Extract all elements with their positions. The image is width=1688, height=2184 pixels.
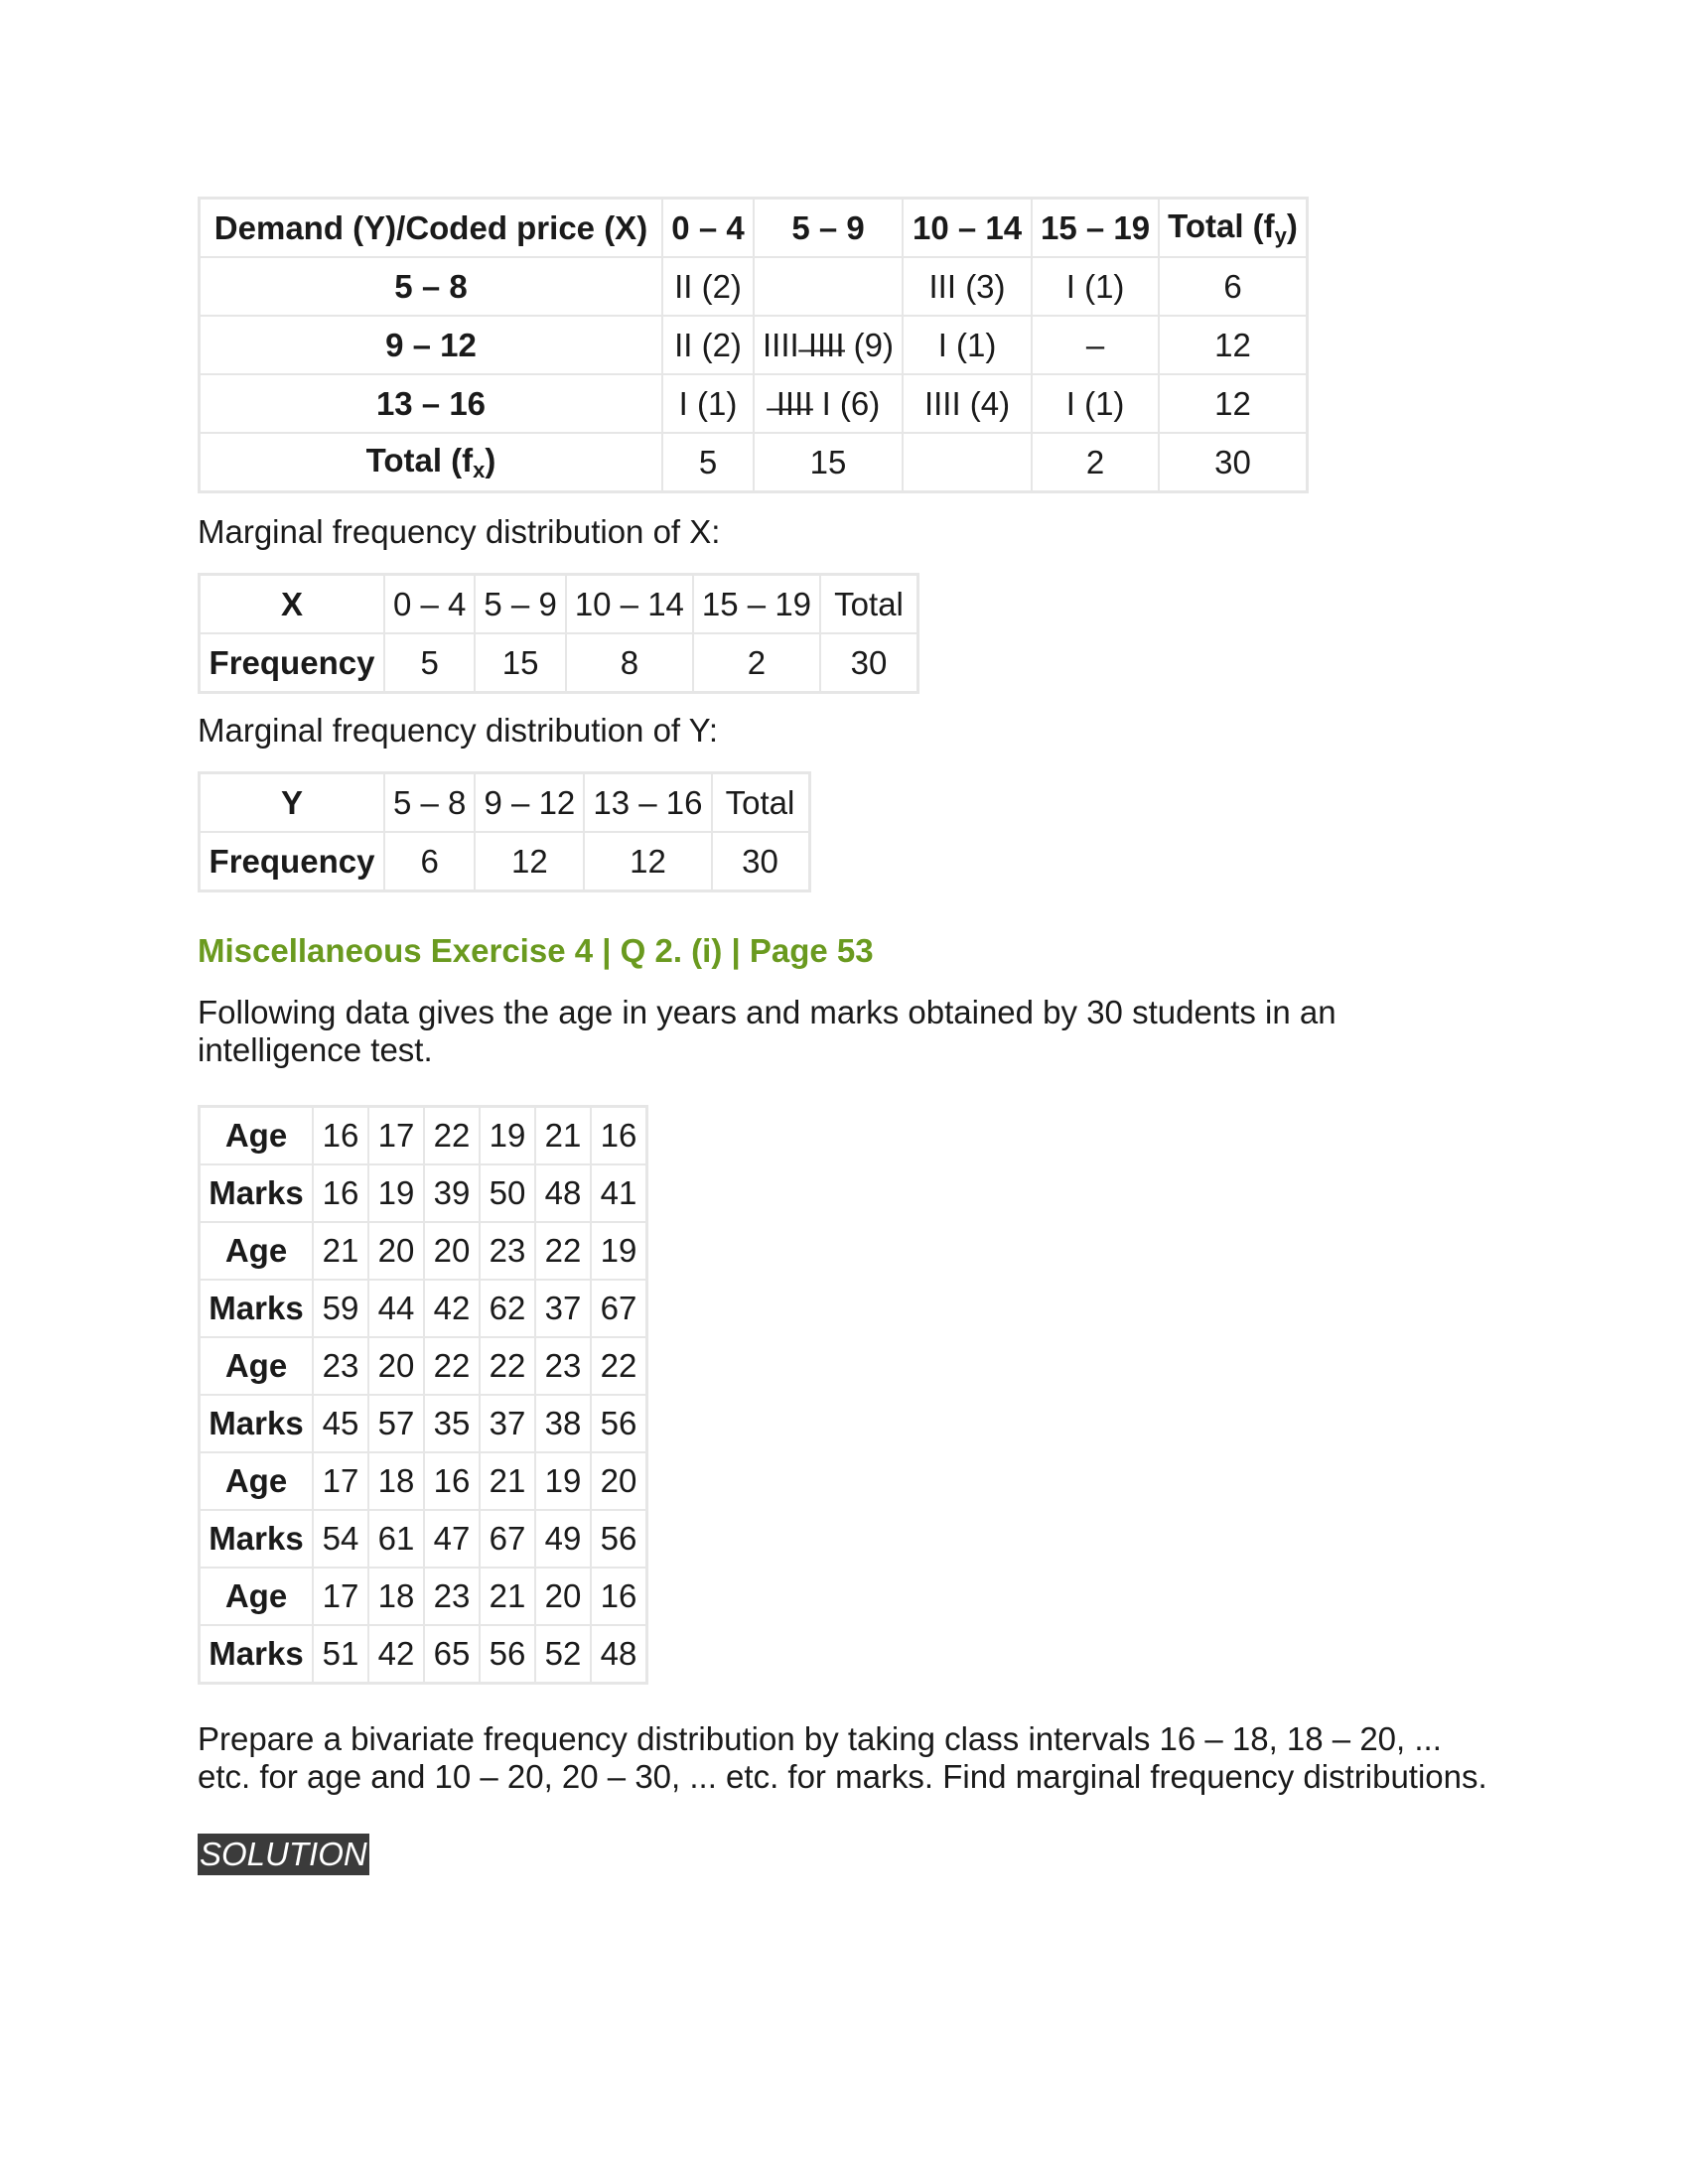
table-cell: 19 — [591, 1222, 647, 1280]
solution-button[interactable]: SOLUTION — [198, 1834, 369, 1875]
table-cell: 51 — [313, 1625, 368, 1684]
table-cell: 21 — [480, 1452, 535, 1510]
table-cell: Total — [820, 575, 918, 634]
table-cell: 42 — [368, 1625, 424, 1684]
table-header-row — [200, 199, 1308, 258]
table-cell: 21 — [535, 1107, 591, 1165]
table-row — [200, 1395, 647, 1452]
table-cell: II (2) — [662, 316, 754, 374]
table-cell: I (1) — [903, 316, 1032, 374]
table-cell: 6 — [384, 832, 475, 891]
table-cell: 12 — [1159, 316, 1307, 374]
table-cell: 12 — [1159, 374, 1307, 433]
table-cell: 5 – 8 — [384, 773, 475, 833]
table-cell: 56 — [591, 1395, 647, 1452]
table-row — [200, 1452, 647, 1510]
exercise-heading: Miscellaneous Exercise 4 | Q 2. (i) | Page 53 — [198, 932, 874, 969]
table-cell: II (2) — [662, 257, 754, 316]
row-label: Marks — [200, 1280, 314, 1337]
marginal-x-table — [198, 573, 919, 694]
table-row — [200, 773, 810, 833]
table-cell: 21 — [480, 1568, 535, 1625]
table-cell: I (1) — [1032, 257, 1159, 316]
table-cell: ̶I̶I̶I̶I I (6) — [754, 374, 903, 433]
row-label: 5 – 8 — [200, 257, 663, 316]
table-cell: 67 — [591, 1280, 647, 1337]
table-cell: 38 — [535, 1395, 591, 1452]
table-cell: 62 — [480, 1280, 535, 1337]
table-cell: 54 — [313, 1510, 368, 1568]
table-cell: 37 — [535, 1280, 591, 1337]
header-cell-total — [1159, 199, 1307, 258]
table-row — [200, 1568, 647, 1625]
table-cell: 5 — [384, 633, 475, 693]
bivariate-table — [198, 197, 1309, 493]
table-cell: 56 — [480, 1625, 535, 1684]
table-cell: 37 — [480, 1395, 535, 1452]
row-label: Marks — [200, 1510, 314, 1568]
table-cell: 19 — [535, 1452, 591, 1510]
total-text: Total (f — [1168, 206, 1275, 244]
table-cell: 67 — [480, 1510, 535, 1568]
age-marks-table-body — [200, 1107, 647, 1684]
table-row — [200, 1222, 647, 1280]
table-cell: 23 — [535, 1337, 591, 1395]
table-cell: 20 — [591, 1452, 647, 1510]
table-cell: 39 — [424, 1164, 480, 1222]
row-label: 9 – 12 — [200, 316, 663, 374]
row-label: Y — [200, 773, 385, 833]
row-label: Marks — [200, 1395, 314, 1452]
header-cell: 15 – 19 — [1032, 199, 1159, 258]
table-cell: 30 — [1159, 433, 1307, 492]
table-cell: 16 — [313, 1164, 368, 1222]
table-cell: 0 – 4 — [384, 575, 475, 634]
table-cell: 16 — [591, 1107, 647, 1165]
table-cell: 18 — [368, 1452, 424, 1510]
table-cell: 21 — [313, 1222, 368, 1280]
table-row — [200, 633, 918, 693]
table-row — [200, 257, 1308, 316]
table-cell: 49 — [535, 1510, 591, 1568]
table-cell: 15 — [475, 633, 565, 693]
table-cell: 16 — [424, 1452, 480, 1510]
row-label: Age — [200, 1568, 314, 1625]
table-cell: 23 — [313, 1337, 368, 1395]
table-cell: 48 — [591, 1625, 647, 1684]
table-row — [200, 1625, 647, 1684]
document-page — [198, 197, 1488, 1875]
table-cell: 20 — [368, 1222, 424, 1280]
total-text: Total (f — [365, 441, 474, 478]
table-cell: 20 — [368, 1337, 424, 1395]
table-cell: 2 — [1032, 433, 1159, 492]
table-row — [200, 1107, 647, 1165]
table-row — [200, 316, 1308, 374]
row-label: 13 – 16 — [200, 374, 663, 433]
row-label: Frequency — [200, 633, 385, 693]
table-cell: IIII ̶I̶I̶I̶I (9) — [754, 316, 903, 374]
header-cell: 0 – 4 — [662, 199, 754, 258]
table-cell: 2 — [693, 633, 820, 693]
question-text: Following data gives the age in years and marks obtained by 30 students in an intelligence test. — [198, 994, 1336, 1068]
table-cell: 61 — [368, 1510, 424, 1568]
table-cell: 30 — [820, 633, 918, 693]
age-marks-table — [198, 1105, 648, 1685]
row-label: Age — [200, 1222, 314, 1280]
table-cell: 30 — [712, 832, 810, 891]
table-cell: 22 — [535, 1222, 591, 1280]
table-cell: 22 — [424, 1337, 480, 1395]
marginal-x-label: Marginal frequency distribution of X: — [198, 513, 721, 550]
table-cell: 22 — [480, 1337, 535, 1395]
table-cell: 20 — [535, 1568, 591, 1625]
table-cell: 42 — [424, 1280, 480, 1337]
header-cell: 10 – 14 — [903, 199, 1032, 258]
table-cell: 16 — [591, 1568, 647, 1625]
table-cell: 15 — [754, 433, 903, 492]
table-cell — [903, 433, 1032, 492]
table-cell: 12 — [584, 832, 711, 891]
table-cell: Total — [712, 773, 810, 833]
solution-wrapper — [198, 1834, 1488, 1875]
marginal-y-table — [198, 771, 811, 892]
table-cell: 57 — [368, 1395, 424, 1452]
table-cell: 23 — [480, 1222, 535, 1280]
table-cell: 50 — [480, 1164, 535, 1222]
table-cell: 16 — [313, 1107, 368, 1165]
table-cell: 17 — [313, 1568, 368, 1625]
table-cell: 48 — [535, 1164, 591, 1222]
table-cell: 35 — [424, 1395, 480, 1452]
row-label: Age — [200, 1107, 314, 1165]
table-cell: 44 — [368, 1280, 424, 1337]
table-row — [200, 832, 810, 891]
table-cell: 5 – 9 — [475, 575, 565, 634]
table-cell: 17 — [368, 1107, 424, 1165]
table-cell: 65 — [424, 1625, 480, 1684]
table-cell: 19 — [480, 1107, 535, 1165]
table-cell: III (3) — [903, 257, 1032, 316]
header-cell: Demand (Y)/Coded price (X) — [200, 199, 663, 258]
table-cell: 41 — [591, 1164, 647, 1222]
table-cell: 5 — [662, 433, 754, 492]
table-cell: 19 — [368, 1164, 424, 1222]
row-label: Age — [200, 1452, 314, 1510]
total-subscript: y — [1274, 222, 1287, 248]
table-cell: 45 — [313, 1395, 368, 1452]
table-cell: 52 — [535, 1625, 591, 1684]
table-cell — [754, 257, 903, 316]
row-label: Frequency — [200, 832, 385, 891]
table-row — [200, 575, 918, 634]
total-text-end: ) — [485, 441, 496, 478]
table-row — [200, 1280, 647, 1337]
table-cell: 20 — [424, 1222, 480, 1280]
table-cell: 8 — [566, 633, 693, 693]
table-cell: IIII (4) — [903, 374, 1032, 433]
instruction-text: Prepare a bivariate frequency distribution by taking class intervals 16 – 18, 18 – 20, ... etc. for age and 10 – 20, 20 – 30, ... etc. for marks. Find marginal frequency distributions. — [198, 1720, 1487, 1795]
table-cell: I (1) — [662, 374, 754, 433]
table-cell: 56 — [591, 1510, 647, 1568]
table-cell: 18 — [368, 1568, 424, 1625]
table-cell: 13 – 16 — [584, 773, 711, 833]
table-cell: 15 – 19 — [693, 575, 820, 634]
row-label-total — [200, 433, 663, 492]
table-cell: 6 — [1159, 257, 1307, 316]
row-label: X — [200, 575, 385, 634]
table-row — [200, 1337, 647, 1395]
table-cell: 12 — [475, 832, 584, 891]
table-cell: 22 — [424, 1107, 480, 1165]
table-cell: 22 — [591, 1337, 647, 1395]
table-cell: 17 — [313, 1452, 368, 1510]
row-label: Age — [200, 1337, 314, 1395]
table-cell: – — [1032, 316, 1159, 374]
table-cell: 9 – 12 — [475, 773, 584, 833]
table-cell: I (1) — [1032, 374, 1159, 433]
table-cell: 10 – 14 — [566, 575, 693, 634]
total-text-end: ) — [1286, 206, 1298, 244]
table-row — [200, 374, 1308, 433]
row-label: Marks — [200, 1625, 314, 1684]
marginal-y-label: Marginal frequency distribution of Y: — [198, 712, 719, 749]
table-cell: 23 — [424, 1568, 480, 1625]
row-label: Marks — [200, 1164, 314, 1222]
header-cell: 5 – 9 — [754, 199, 903, 258]
table-row — [200, 1510, 647, 1568]
total-subscript: x — [473, 457, 486, 482]
table-cell: 47 — [424, 1510, 480, 1568]
table-row — [200, 1164, 647, 1222]
table-total-row — [200, 433, 1308, 492]
table-cell: 59 — [313, 1280, 368, 1337]
